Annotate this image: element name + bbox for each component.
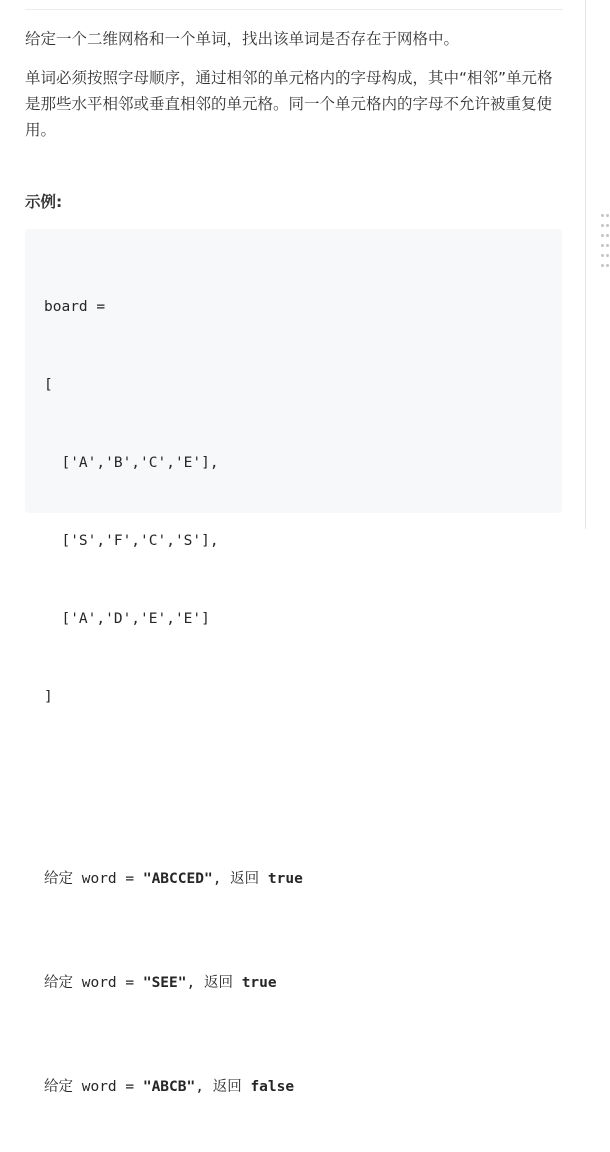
- result-value: true: [241, 975, 277, 991]
- result-value: false: [250, 1079, 295, 1095]
- comma: ,: [212, 871, 231, 887]
- description-paragraph-2: 单词必须按照字母顺序，通过相邻的单元格内的字母构成，其中“相邻”单元格是那些水平相邻或垂直相邻的单元格。同一个单元格内的字母不允许被重复使用。: [25, 69, 553, 139]
- drag-dots-icon[interactable]: [601, 214, 609, 272]
- given-label: 给定: [44, 1079, 73, 1095]
- code-line-open-bracket: [: [44, 377, 53, 393]
- example-code-block: [25, 229, 562, 1095]
- code-line-blank: [44, 762, 303, 788]
- word-value: "SEE": [142, 975, 187, 991]
- comma: ,: [186, 975, 204, 991]
- code-line-row-1: ['A','B','C','E'],: [44, 455, 219, 471]
- space: [259, 871, 268, 887]
- divider: [25, 9, 563, 10]
- returns-label: 返回: [230, 871, 260, 887]
- word-assign: word =: [73, 871, 143, 887]
- code-line-row-3: ['A','D','E','E']: [44, 611, 210, 627]
- code-line-row-2: ['S','F','C','S'],: [44, 533, 219, 549]
- word-value: "ABCCED": [142, 871, 213, 887]
- given-label: 给定: [44, 975, 73, 991]
- returns-label: 返回: [203, 975, 233, 991]
- word-assign: word =: [73, 1079, 143, 1095]
- code-line-close-bracket: ]: [44, 689, 53, 705]
- comma: ,: [195, 1079, 213, 1095]
- given-label: 给定: [44, 871, 73, 887]
- example-line-1: [44, 866, 303, 892]
- code-content: [44, 242, 303, 1152]
- returns-label: 返回: [212, 1079, 242, 1095]
- description-paragraph-1: 给定一个二维网格和一个单词，找出该单词是否存在于网格中。: [25, 30, 460, 48]
- result-value: true: [267, 871, 303, 887]
- code-line-board: board =: [44, 299, 106, 315]
- example-heading: 示例:: [25, 193, 63, 211]
- word-assign: word =: [73, 975, 143, 991]
- space: [233, 975, 242, 991]
- example-line-2: [44, 970, 303, 996]
- word-value: "ABCB": [142, 1079, 196, 1095]
- example-line-3: [44, 1074, 303, 1100]
